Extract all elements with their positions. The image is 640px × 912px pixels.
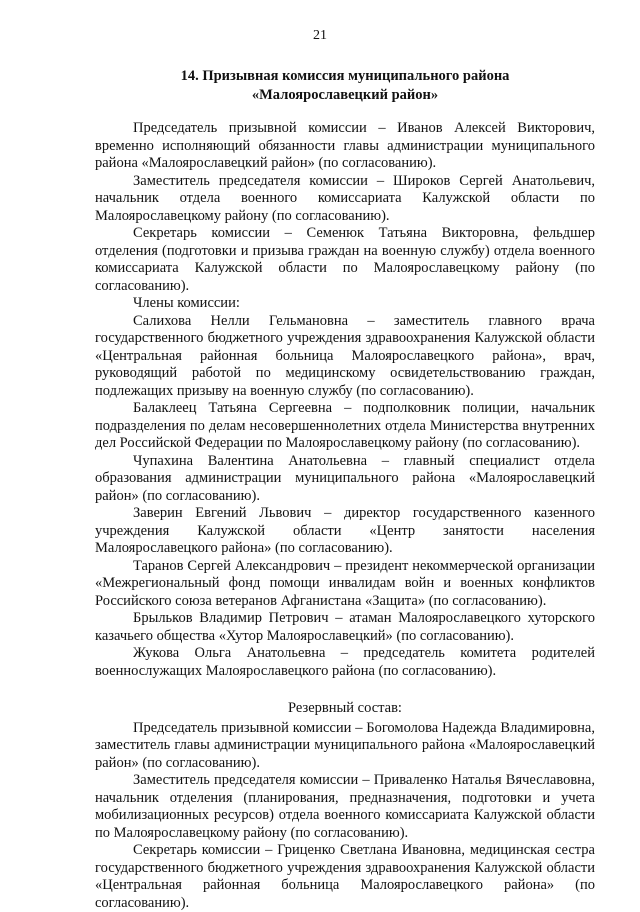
members-heading: Члены комиссии: xyxy=(133,295,240,311)
member-paragraph: Салихова Нелли Гельмановна – заместитель главного врача государственного бюджетного учреждения здравоохранения Калужской области «Центральная районная больница Малоярославецкого района», врач, руководящий работой по медицинскому освидетельствованию граждан, подлежащих призыву на военную службу (по согласованию). xyxy=(95,312,595,399)
secretary-paragraph: Секретарь комиссии – Семенюк Татьяна Викторовна, фельдшер отделения (подготовки и призыва граждан на военную службу) отдела военного комиссариата Калужской области по Малоярославецкому району (по согласованию). xyxy=(95,225,595,294)
member-paragraph: Заверин Евгений Львович – директор государственного казенного учреждения Калужской области «Центр занятости населения Малоярославецкого района» (по согласованию). xyxy=(95,505,595,556)
reserve-chairman-paragraph: Председатель призывной комиссии – Богомолова Надежда Владимировна, заместитель главы администрации муниципального района «Малоярославецкий район» (по согласованию). xyxy=(95,719,595,771)
reserve-deputy-chairman-paragraph: Заместитель председателя комиссии – Приваленко Наталья Вячеславовна, начальник отделения (планирования, предназначения, подготовки и учета мобилизационных ресурсов) отдела военного комиссариата Калужской области по Малоярославецкому району (по согласованию). xyxy=(95,772,595,841)
section-title xyxy=(95,67,595,105)
member-paragraph: Брыльков Владимир Петрович – атаман Малоярославецкого хуторского казачьего общества «Хутор Малоярославецкий» (по согласованию). xyxy=(95,610,595,644)
member-paragraph: Балаклеец Татьяна Сергеевна – подполковник полиции, начальник подразделения по делам несовершеннолетних отдела Министерства внутренних дел Российской Федерации по Малоярославецкому району (по согласованию). xyxy=(95,400,595,451)
member-paragraph: Таранов Сергей Александрович – президент некоммерческой организации «Межрегиональный фонд помощи инвалидам войн и военных конфликтов Российского союза ветеранов Афганистана «Защита» (по согласованию). xyxy=(95,557,595,609)
deputy-chairman-paragraph: Заместитель председателя комиссии – Широков Сергей Анатольевич, начальник отдела военного комиссариата Калужской области по Малоярославецкому району (по согласованию). xyxy=(95,172,595,224)
reserve-secretary-paragraph: Секретарь комиссии – Гриценко Светлана Ивановна, медицинская сестра государственного бюджетного учреждения здравоохранения Калужской области «Центральная районная больница Малоярославецкого района» (по согласованию). xyxy=(95,842,595,911)
member-paragraph: Чупахина Валентина Анатольевна – главный специалист отдела образования администрации муниципального района «Малоярославецкий район» (по согласованию). xyxy=(95,452,595,504)
document-body xyxy=(95,120,595,912)
page-number: 21 xyxy=(313,28,327,43)
chairman-paragraph: Председатель призывной комиссии – Иванов Алексей Викторович, временно исполняющий обязанности главы администрации муниципального района «Малоярославецкий район» (по согласованию). xyxy=(95,120,595,171)
section-title-line-2: «Малоярославецкий район» xyxy=(251,87,439,103)
reserve-heading: Резервный состав: xyxy=(288,700,402,716)
member-paragraph: Жукова Ольга Анатольевна – председатель комитета родителей военнослужащих Малоярославецкого района (по согласованию). xyxy=(95,645,595,679)
section-title-line-1: 14. Призывная комиссия муниципального района xyxy=(180,68,510,84)
